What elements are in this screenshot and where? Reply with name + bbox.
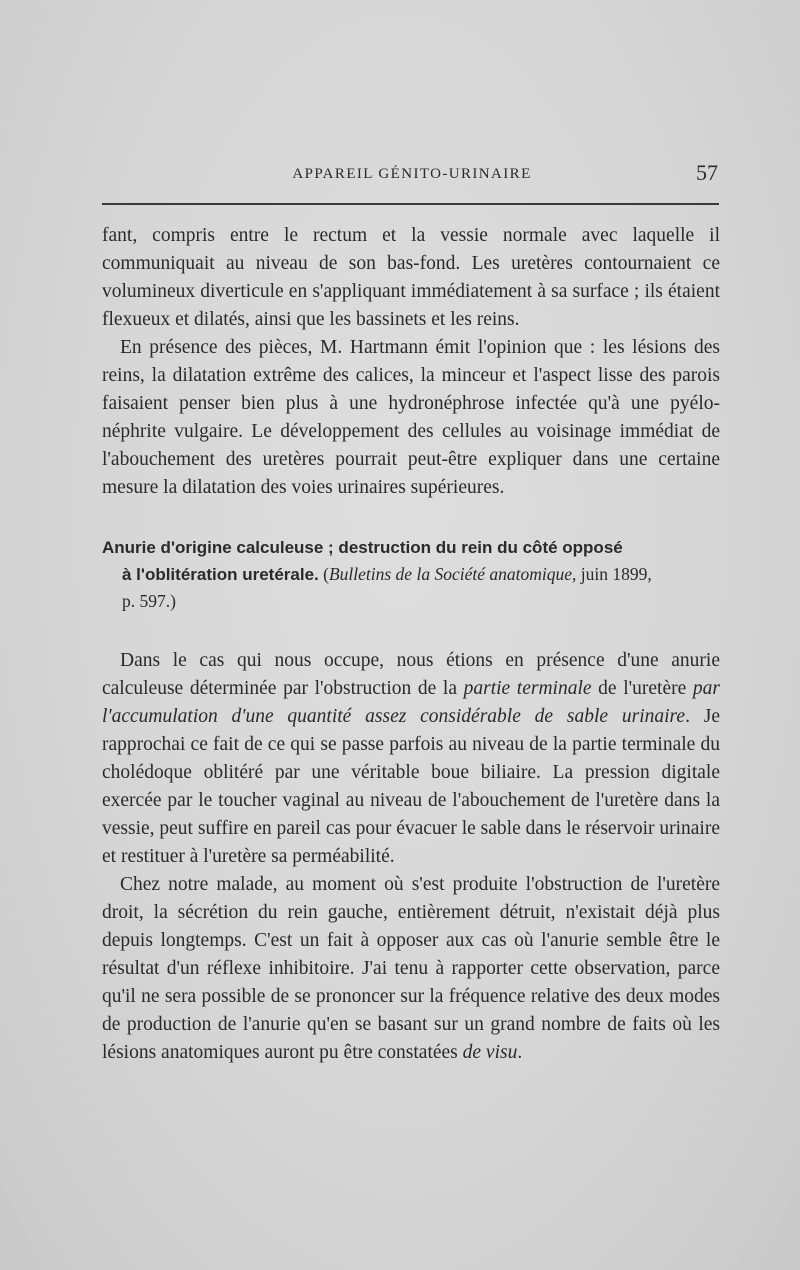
paragraph-3-text-b: de l'uretère [591,678,693,699]
body-text [102,222,720,1067]
reference-date: , juin 1899, [571,564,652,584]
paragraph-4-text-b: . [517,1042,523,1063]
reference-journal: Bulletins de la Société anatomique [328,564,572,584]
paragraph-3-italic-2: par l'accumulation d'une quantité assez considérable de sable urinaire [102,678,720,727]
page-header [102,160,722,190]
case-heading-line1: Anurie d'origine calculeuse ; destruction du rein du côté opposé [102,538,623,557]
header-rule [102,203,719,205]
case-entry [102,534,720,615]
case-heading-line2: à l'oblitération uretérale. [122,565,319,584]
paragraph-4 [102,871,720,1067]
paragraph-3-text-a: Dans le cas qui nous occupe, nous étions en présence d'une anurie calculeuse déterminée par l'obstruction de la [102,650,720,699]
paragraph-3-italic-1: partie terminale [463,678,592,699]
reference-open: ( [318,564,329,584]
paragraph-1: fant, compris entre le rectum et la vessie normale avec laquelle il communiquait au niveau de son bas-fond. Les uretères contournaient ce volumineux diverticule en s'appliquant immédiatement à sa surface ; ils étaient flexueux et dilatés, ainsi que les bassinets et les reins. [102,225,720,330]
paragraph-3-text-c: . Je rapprochai ce fait de ce qui se passe parfois au niveau de la partie terminale du cholédoque oblitéré par une véritable boue biliaire. La pression digitale exercée par le toucher vaginal au niveau de l'abouchement de l'uretère dans la vessie, peut suffire en pareil cas pour évacuer le sable dans le réservoir urinaire et restituer à l'uretère sa perméabilité. [102,706,720,867]
paragraph-4-text-a: Chez notre malade, au moment où s'est produite l'obstruction de l'uretère droit, la sécrétion du rein gauche, entièrement détruit, n'existait déjà plus depuis longtemps. C'est un fait à opposer aux cas où l'anurie semble être le résultat d'un réflexe inhibitoire. J'ai tenu à rapporter cette observation, parce qu'il ne sera possible de se prononcer sur la fréquence relative des deux modes de production de l'anurie qu'en se basant sur un grand nombre de faits où les lésions anatomiques auront pu être constatées [102,874,720,1063]
running-title: APPAREIL GÉNITO-URINAIRE [292,166,532,182]
section-gap-2 [102,615,720,647]
section-gap [102,502,720,526]
case-heading-continuation [102,561,720,588]
paragraph-3 [102,647,720,871]
reference-page: p. 597.) [122,591,176,611]
paragraph-2: En présence des pièces, M. Hartmann émit l'opinion que : les lésions des reins, la dilatation extrême des calices, la minceur et l'aspect lisse des parois faisaient penser bien plus à une hydronéphrose infectée qu'à une pyélo-néphrite vulgaire. Le développement des cellules au voisinage immédiat de l'abouchement des uretères pourrait peut-être expliquer dans une certaine mesure la dilatation des voies urinaires supérieures. [102,337,720,498]
paragraph-4-italic: de visu [462,1042,518,1063]
page-number: 57 [696,160,718,185]
